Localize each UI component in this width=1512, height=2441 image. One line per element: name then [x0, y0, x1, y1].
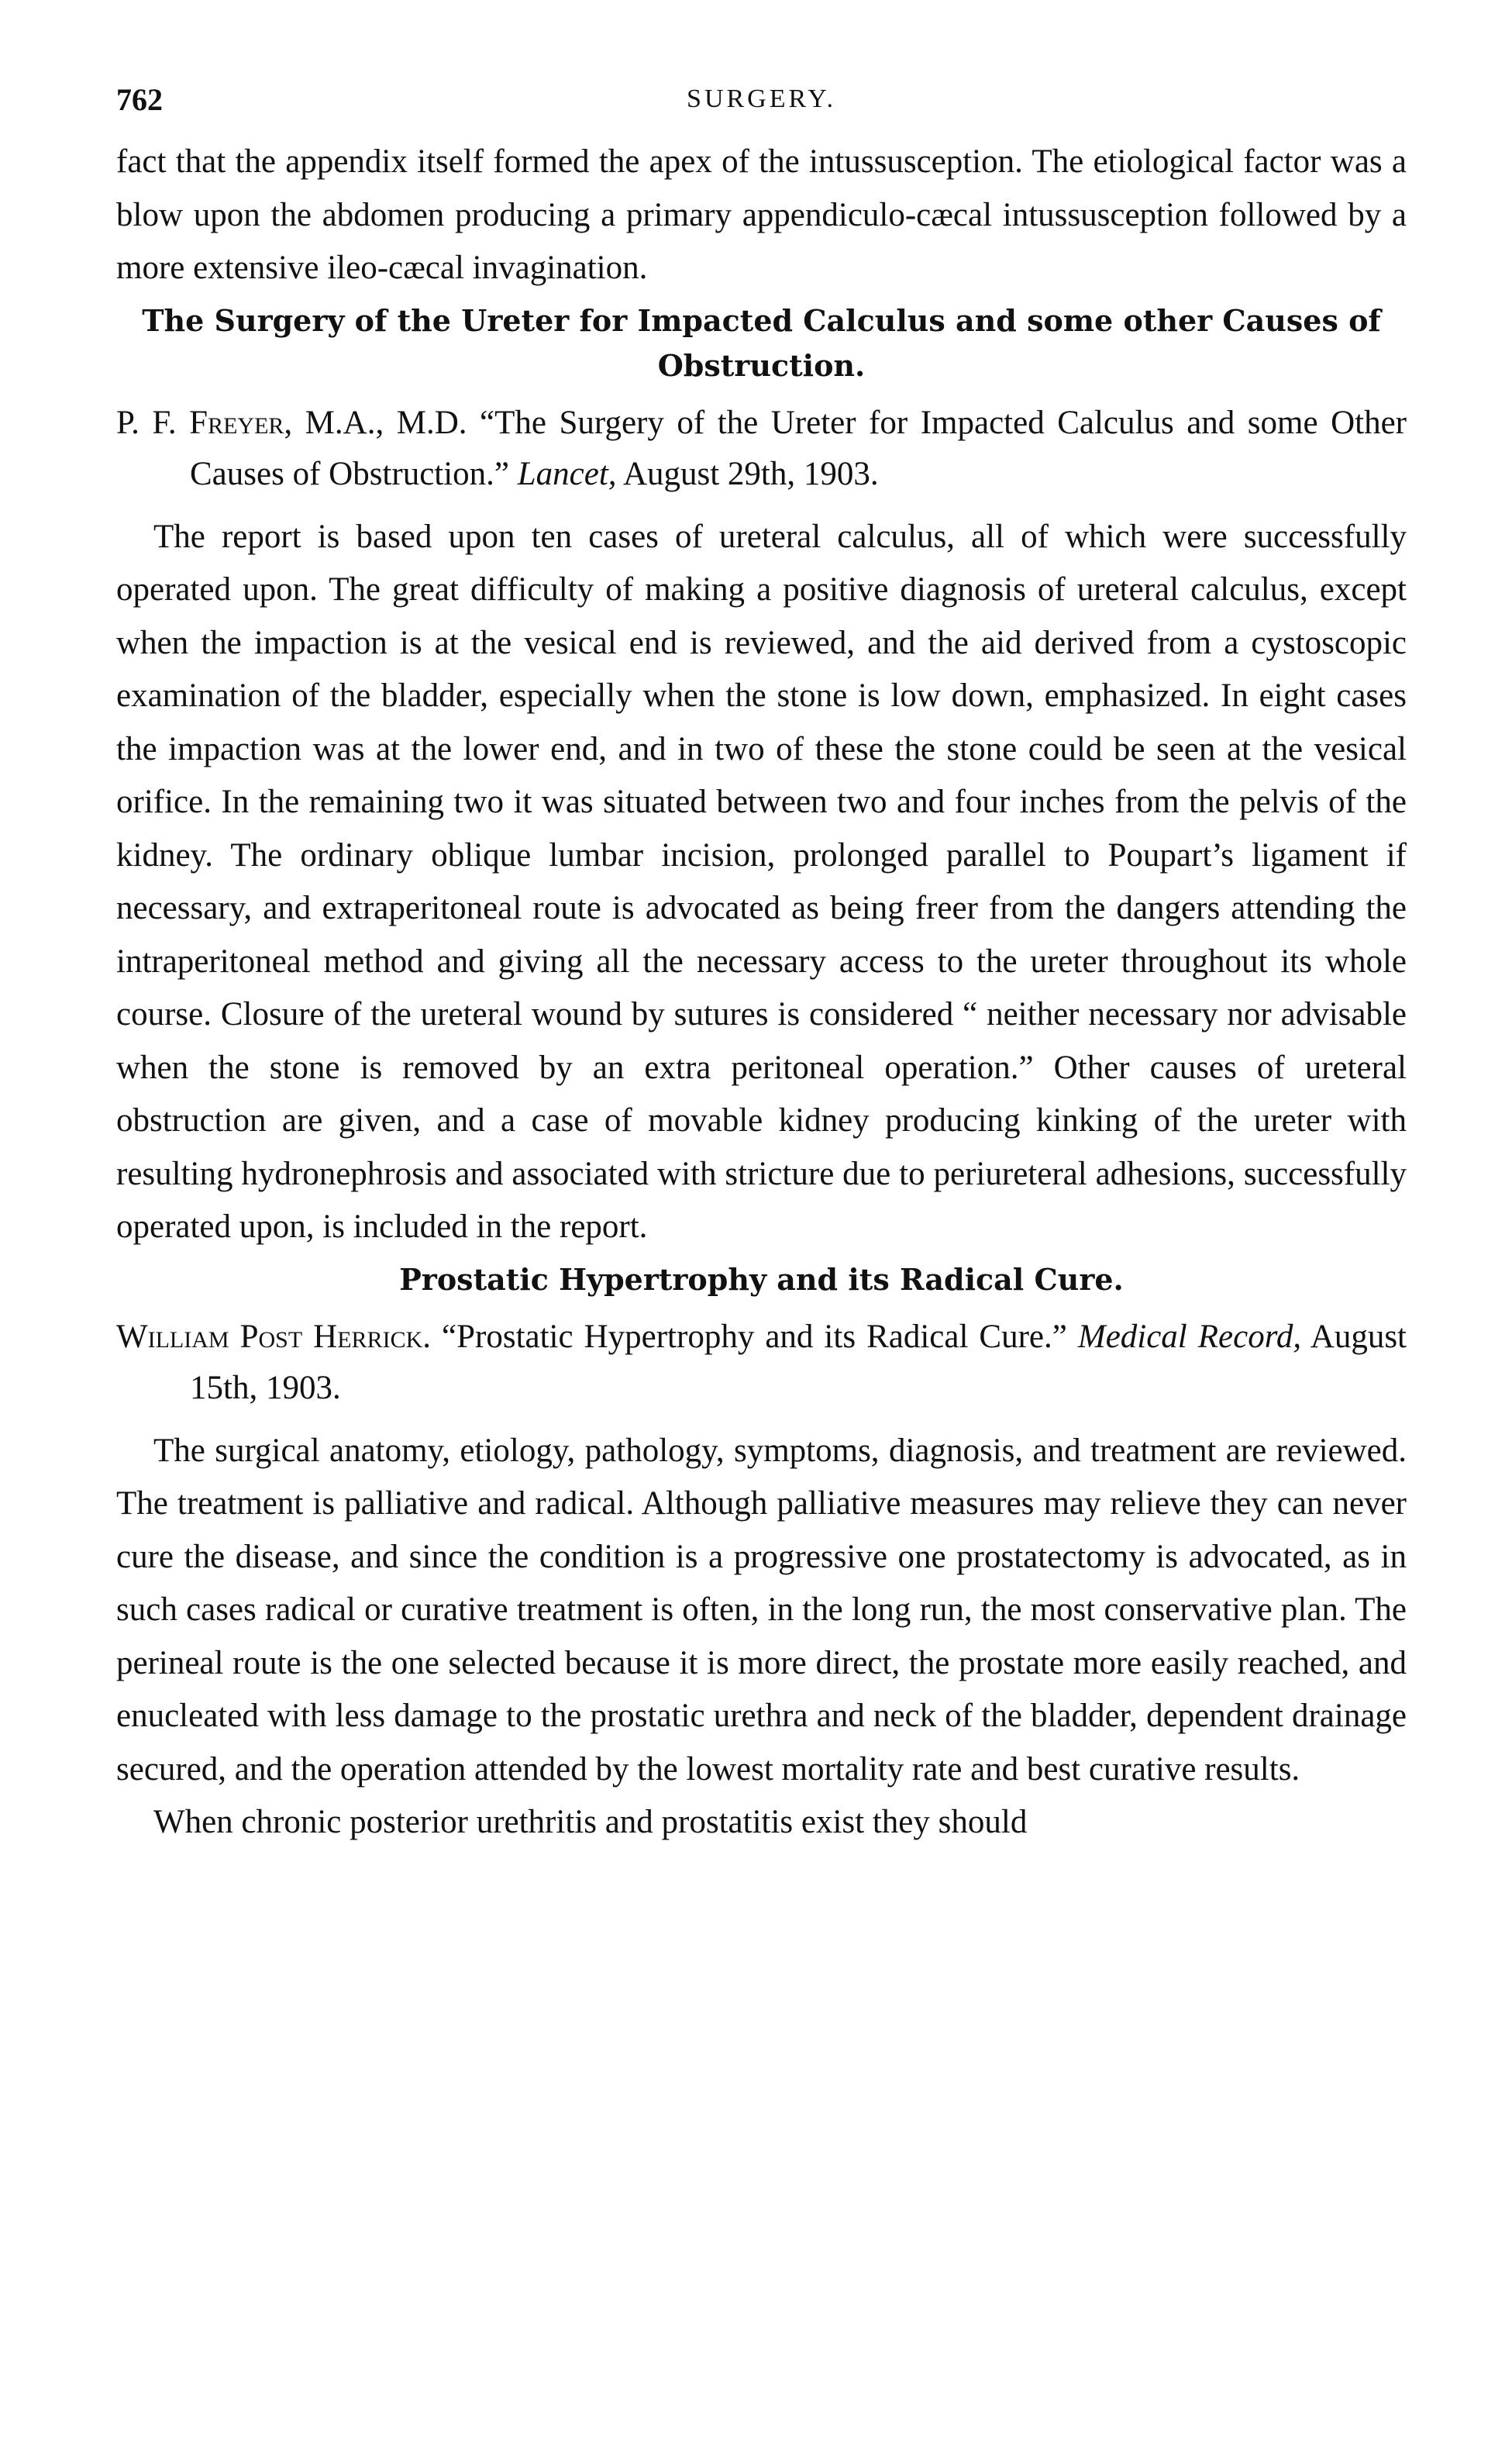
intro-block [116, 136, 1407, 295]
section-ureter [116, 298, 1407, 1254]
section-ureter-body [116, 511, 1407, 1254]
citation-author: William Post Herrick. [116, 1318, 431, 1355]
body-paragraph: When chronic posterior urethritis and prostatitis exist they should [153, 1804, 1028, 1840]
page [116, 81, 1407, 1850]
body-paragraph: The report is based upon ten cases of ureteral calculus, all of which were successfully operated upon. The great difficulty of making a positive diagnosis of ureteral calculus, except when the impaction is at the vesical end is reviewed, and the aid derived from a cystoscopic examination of the bladder, especially when the stone is low down, emphasized. In eight cases the impaction was at the lower end, and in two of these the stone could be seen at the vesical orifice. In the remaining two it was situated between two and four inches from the pelvis of the kidney. The ordinary oblique lumbar incision, prolonged parallel to Poupart’s ligament if necessary, and extraperitoneal route is advocated as being freer from the dangers attending the intraperitoneal method and giving all the necessary access to the ureter throughout its whole course. Closure of the ureteral wound by sutures is considered “ neither necessary nor advisable when the stone is removed by an extra peritoneal operation.” Other causes of ureteral obstruction are given, and a case of movable kidney producing kinking of the ureter with resulting hydronephrosis and associated with stricture due to periureteral adhesions, successfully operated upon, is included in the report. [116, 518, 1407, 1245]
citation-title: “The Surgery of the Ureter for Impacted Calculus and some Other Causes of Obstruction.” [190, 404, 1407, 492]
section-heading-prostatic: Prostatic Hypertrophy and its Radical Cure. [399, 1261, 1124, 1297]
running-title: SURGERY. [687, 84, 836, 113]
intro-paragraph: fact that the appendix itself formed the apex of the intussusception. The etiological factor was a blow upon the abdomen producing a primary appendiculo-cæcal intussusception followed by a more extensive ileo-cæcal invagination. [116, 143, 1407, 286]
citation-date: August 29th, 1903. [622, 455, 879, 492]
citation-herrick [116, 1312, 1407, 1414]
citation-journal: Medical Record, [1077, 1318, 1302, 1355]
body-paragraph: The surgical anatomy, etiology, pathology, symptoms, diagnosis, and treatment are reviewed. The treatment is palliative and radical. Although palliative measures may relieve they can never cure the disease, and since the condition is a progressive one prostatectomy is advocated, as in such cases radical or curative treatment is often, in the long run, the most conservative plan. The perineal route is the one selected because it is more direct, the prostate more easily reached, and enucleated with less damage to the prostatic urethra and neck of the bladder, dependent drainage secured, and the operation attended by the lowest mortality rate and best curative results. [116, 1432, 1407, 1788]
citation-date: August 15th, 1903. [190, 1318, 1407, 1406]
section-prostatic [116, 1257, 1407, 1850]
running-head [116, 81, 1407, 136]
page-number: 762 [116, 82, 163, 117]
citation-author: P. F. Freyer, M.A., M.D. [116, 404, 467, 441]
citation-journal: Lancet, [517, 455, 617, 492]
citation-freyer [116, 398, 1407, 500]
citation-title: “Prostatic Hypertrophy and its Radical Cure.” [442, 1318, 1067, 1355]
section-heading-ureter: The Surgery of the Ureter for Impacted Calculus and some other Causes of Obstruction. [142, 302, 1381, 383]
section-prostatic-body [116, 1425, 1407, 1850]
